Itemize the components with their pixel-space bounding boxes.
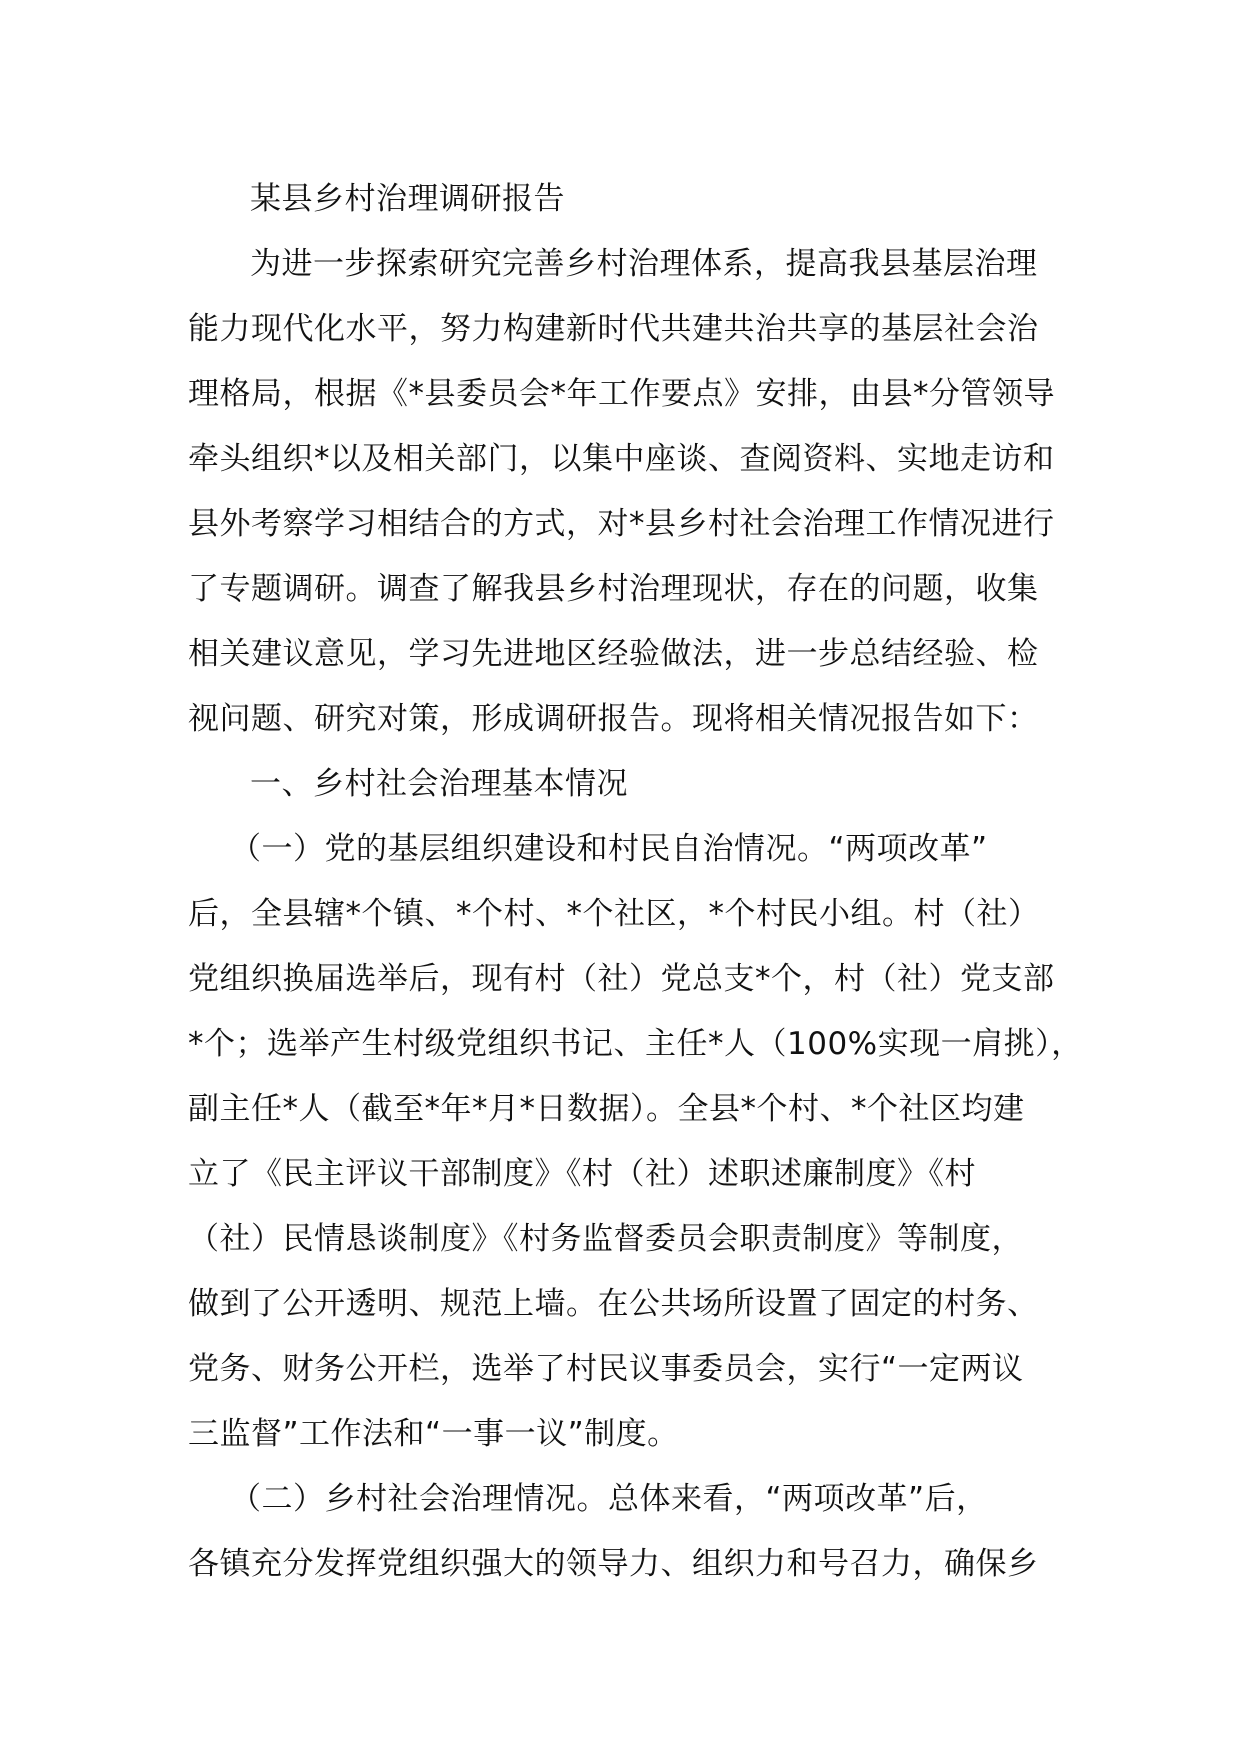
paragraph-line: 视问题、研究对策，形成调研报告。现将相关情况报告如下： [188,701,1039,737]
paragraph-line: 了专题调研。调查了解我县乡村治理现状，存在的问题，收集 [188,571,1039,607]
document-title: 某县乡村治理调研报告 [250,181,565,217]
paragraph-line: 后，全县辖*个镇、*个村、*个社区，*个村民小组。村（社） [188,896,1040,932]
paragraph-line: 三监督”工作法和“一事一议”制度。 [188,1416,679,1452]
subsection-heading-line: （一）党的基层组织建设和村民自治情况。“两项改革” [230,831,988,867]
paragraph-line: 副主任*人（截至*年*月*日数据）。全县*个村、*个社区均建 [188,1091,1025,1127]
paragraph-line: （社）民情恳谈制度》《村务监督委员会职责制度》等制度， [188,1221,1023,1257]
paragraph-line: 理格局，根据《*县委员会*年工作要点》安排，由县*分管领导 [188,376,1055,412]
document-body [188,167,1083,1597]
paragraph-line: 做到了公开透明、规范上墙。在公共场所设置了固定的村务、 [188,1286,1039,1322]
paragraph-line: 为进一步探索研究完善乡村治理体系，提高我县基层治理 [250,246,1038,282]
paragraph-line: 各镇充分发挥党组织强大的领导力、组织力和号召力，确保乡 [188,1546,1039,1582]
paragraph-line: 能力现代化水平，努力构建新时代共建共治共享的基层社会治 [188,311,1039,347]
paragraph-line: 党务、财务公开栏，选举了村民议事委员会，实行“一定两议 [188,1351,1024,1387]
paragraph-line: 党组织换届选举后，现有村（社）党总支*个，村（社）党支部 [188,961,1055,997]
paragraph-line: 牵头组织*以及相关部门，以集中座谈、查阅资料、实地走访和 [188,441,1055,477]
paragraph-line: 县外考察学习相结合的方式，对*县乡村社会治理工作情况进行 [188,506,1055,542]
paragraph-line: 立了《民主评议干部制度》《村（社）述职述廉制度》《村 [188,1156,976,1192]
paragraph-line: 相关建议意见，学习先进地区经验做法，进一步总结经验、检 [188,636,1039,672]
section-heading: 一、乡村社会治理基本情况 [250,766,628,802]
subsection-heading-line: （二）乡村社会治理情况。总体来看，“两项改革”后， [230,1481,988,1517]
paragraph-line: *个；选举产生村级党组织书记、主任*人（100%实现一肩挑）， [188,1026,1083,1062]
